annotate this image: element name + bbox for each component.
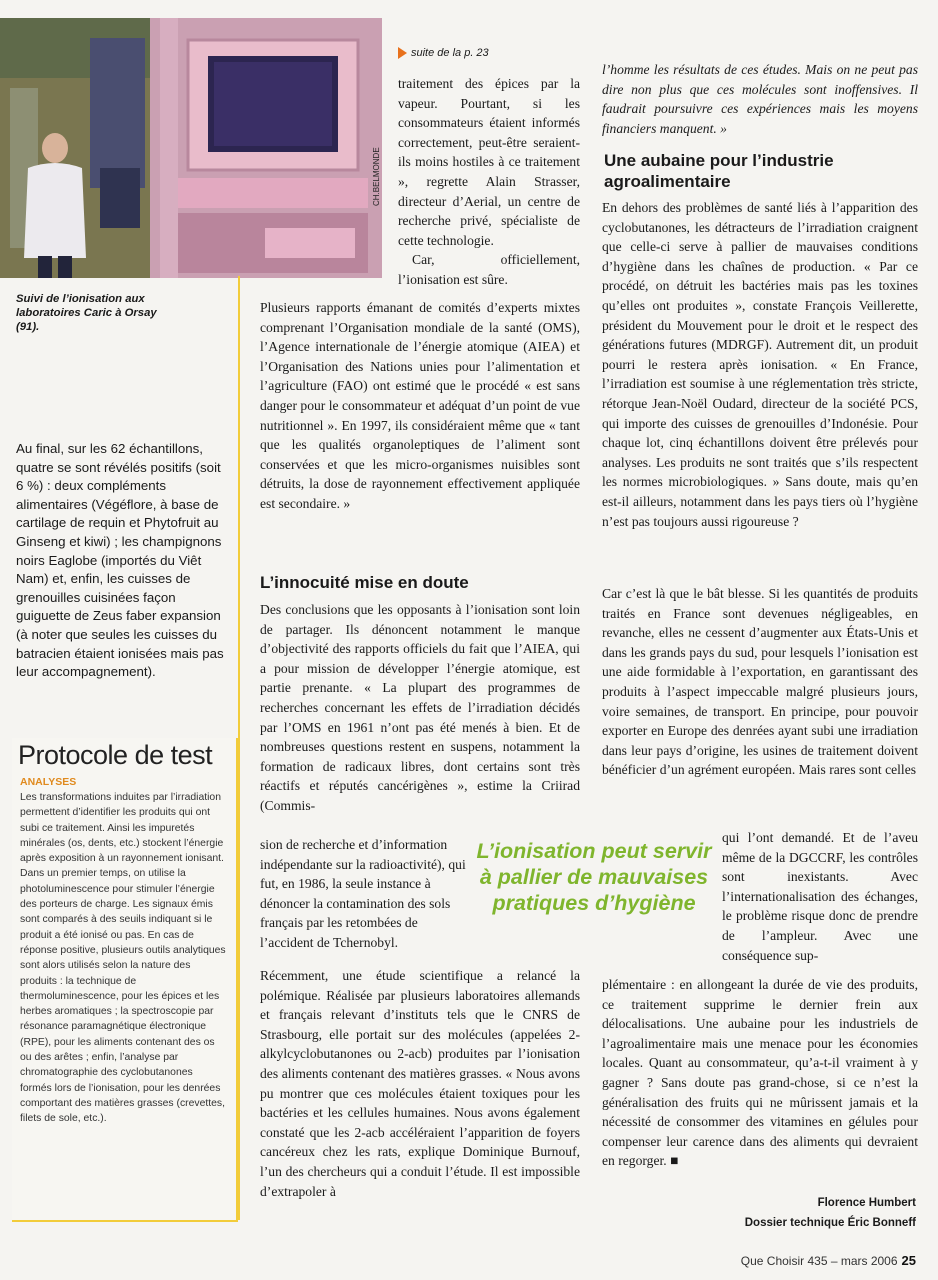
column3-p2 (602, 198, 918, 531)
photo-caption: Suivi de l’ionisation aux laboratoires Caric à Orsay (91). (16, 293, 157, 333)
protocol-text: Les transformations induites par l’irradiation permettent d’identifier les produits qui ont subi ce traitement. Ainsi les impuretés minérales (os, dents, etc.) stockent l’énergie après exposition à un rayonnement ionisant. Dans un premier temps, on utilise la photoluminescence pour stimuler l’énergie des porteurs de charge. Les signaux émis sont comparés à des seuils indiquant si le produit a été ionisé ou pas. En cas de réponse positive, plusieurs outils analytiques sont alors utilisés selon la nature des produits : la technique de thermoluminescence, pour les épices et les herbes aromatiques ; la spectroscopie par résonance paramagnétique électronique (RPE), pour les aliments contenant des os ou des arêtes ; enfin, l’analyse par chromatographie des cyclobutanones formés lors de l’ionisation, pour les denrées comportant des matières grasses (crevettes, filets de sole, etc.). (20, 792, 226, 1125)
page-number: 25 (901, 1253, 916, 1268)
column3-p3b (722, 828, 918, 965)
column2-p3b (260, 835, 468, 953)
column2-p2-text: Plusieurs rapports émanant de comités d’experts mixtes comprenant l’Organisation mondiale de la santé (OMS), l’Agence internationale de l’énergie atomique (AIEA) et l’Organisation des Nations unies pour l’alimentation et l’agriculture (FAO) ont estimé que le procédé « est sans danger pour le consommateur et adéquat d’un point de vue nutritionnel ». En 1997, ils considéraient même que « tant que les qualités organoleptiques de l’aliment sont conservées et que les micro-organismes nuisibles sont détruits, la dose de rayonnement effectivement appliquée est secondaire. » (260, 300, 580, 511)
column3-p3b-text: qui l’ont demandé. Et de l’aveu même de la DGCCRF, les contrôles sont inexistants. Avec l’internationalisation des échanges, le problème risque donc de prendre de l’ampleur. Avec une conséquence sup- (722, 830, 918, 963)
continued-marker (398, 47, 489, 59)
column2-p3b-text: sion de recherche et d’information indépendante sur la radioactivité), qui fut, en 1986, la seule instance à dénoncer la contamination des sols français par les retombées de l’accident de Tchernobyl. (260, 837, 466, 950)
issue-label: Que Choisir 435 – mars 2006 (740, 1254, 898, 1268)
column1-text: Au final, sur les 62 échantillons, quatre se sont révélés positifs (soit 6 %) : deux compléments alimentaires (Végéflore, à base de cartilage de requin et Phytofruit au Ginseng et kiwi) ; les champignons noirs Eaglobe (importés du Viêt Nam) et, enfin, les cuisses de grenouilles cuisinées façon guiguette de Zeus faber expansion (à noter que seules les cuisses du batracien étaient ionisées mais pas leur accompagnement). (16, 441, 224, 680)
page-footer (741, 1253, 916, 1268)
column-divider (238, 276, 240, 1220)
protocol-title: Protocole de test (18, 740, 213, 770)
dossier-credit: Dossier technique Éric Bonneff (744, 1217, 916, 1229)
lab-photo-illustration (0, 18, 382, 278)
photo-lab (0, 18, 382, 278)
column3-p3c-text: plémentaire : en allongeant la durée de vie des produits, ce traitement supprime le dernier frein aux délocalisations. Une aubaine pour les industriels de l’agroalimentaire mais une menace pour les économies locales. Quant au consommateur, qu’a-t-il vraiment à y gagner ? Sans doute pas grand-chose, si ce n’est la généralisation des fruits qui ne mûrissent jamais et la nécessité de consommer des vitamines en gélules pour compenser leur carence dans des aliments qui devraient en regorger. ■ (602, 977, 918, 1169)
arrow-right-icon (398, 47, 407, 59)
column3-p1-text: l’homme les résultats de ces études. Mais on ne peut pas dire non plus que ces molécules sont inoffensives. Il faudrait poursuivre ces expériences mais les moyens financiers manquent. » (602, 62, 918, 136)
column2-p2 (260, 298, 580, 514)
column2-p2-start: Car, officiellement, l’ionisation est sûre. (398, 252, 580, 287)
pull-quote: L’ionisation peut servir à pallier de mauvaises pratiques d’hygiène (476, 839, 712, 915)
photo-credit: CH.BELMONDE (372, 147, 381, 206)
column3-p3c (602, 975, 918, 1171)
column2-p4 (260, 966, 580, 1201)
column2-p1-text: traitement des épices par la vapeur. Pourtant, si les consommateurs étaient informés correctement, peut-être seraient-ils moins hostiles à ce traitement », regrette Alain Strasser, directeur d’Aerial, un centre de recherche privé, spécialiste de cette technologie. (398, 76, 580, 248)
author-name: Florence Humbert (817, 1197, 916, 1209)
column2-p4-text: Récemment, une étude scientifique a relancé la polémique. Réalisée par plusieurs laboratoires allemands et français relevant d’instituts tels que le CNRS de Strasbourg, elle portait sur des molécules (appelées 2-alkylcyclobutanones ou 2-acb) produites par l’ionisation des aliments contenant des matières grasses. « Nous avons pu montrer que ces molécules étaient toxiques pour les bactéries et les cellules humaines. Nous avons également constaté que les 2-acb accéléraient l’apparition de foyers cancéreux chez les rats, explique Dominique Burnouf, l’un des chercheurs qui a conduit l’étude. Il est impossible d’extrapoler à (260, 968, 580, 1199)
column2-p1 (398, 74, 580, 290)
column2-p3 (260, 600, 580, 816)
column2-p3-text: Des conclusions que les opposants à l’ionisation sont loin de partager. Ils dénoncent notamment le manque d’objectivité des rapports officiels du fait que l’AIEA, qui a pour mission de développer l’énergie atomique, est partie prenante. « La plupart des programmes de recherches concernant les effets de l’irradiation décidés par l’OMS en 1961 n’ont pas été menés à bien. Et de nombreuses questions restent en suspens, notamment la formation de radicaux libres, dont certains sont très réactifs et réputés cancérigènes », estime la Criirad (Commis- (260, 602, 580, 813)
signature (745, 1193, 916, 1233)
column3-p3 (602, 584, 918, 780)
analyses-label: ANALYSES (20, 776, 77, 788)
column3-p3-text: Car c’est là que le bât blesse. Si les quantités de produits traités en France sont devenues négligeables, en revanche, elles ne cessent d’augmenter aux États-Unis et dans les grands pays du sud, pour lesquels l’ionisation est une aide formidable à l’exportation, en garantissant des produits à l’aspect impeccable malgré plusieurs jours, voire semaines, de transport. En principe, pour pouvoir exporter en Europe des denrées ayant subi une irradiation dans leur pays d’origine, les usines de traitement doivent bénéficier d’un agrément européen. Mais rares sont celles (602, 586, 918, 778)
heading-aubaine: Une aubaine pour l’industrie agroalimentaire (604, 151, 834, 191)
column3-p1 (602, 60, 918, 138)
column3-p2-text: En dehors des problèmes de santé liés à l’apparition des cyclobutanones, les détracteurs de l’irradiation craignent que celle-ci serve à pallier de mauvaises conditions d’hygiène dans les chaînes de production. « Par ce procédé, on détruit les bactéries mais pas les toxines qu’elles ont produites », constate François Veillerette, président du Mouvement pour le droit et le respect des générations futures (MDRGF). Autrement dit, un produit pourri le restera après ionisation. « En France, l’irradiation est soumise à une réglementation très stricte, rétorque Jean-Noël Oudard, directeur de la société PCS, qui importe des cuisses de grenouilles d’Indonésie. Pour chaque lot, cinq échantillons doivent être prélevés pour analyses. Les produits ne sont traités que s’ils respectent les normes microbiologiques. » Sans doute, mais qu’en est-il ailleurs, notamment dans les pays tiers où l’hygiène n’est pas toujours aussi rigoureuse ? (602, 200, 918, 529)
continued-label: suite de la p. 23 (411, 47, 489, 59)
heading-innocuite: L’innocuité mise en doute (260, 573, 469, 592)
